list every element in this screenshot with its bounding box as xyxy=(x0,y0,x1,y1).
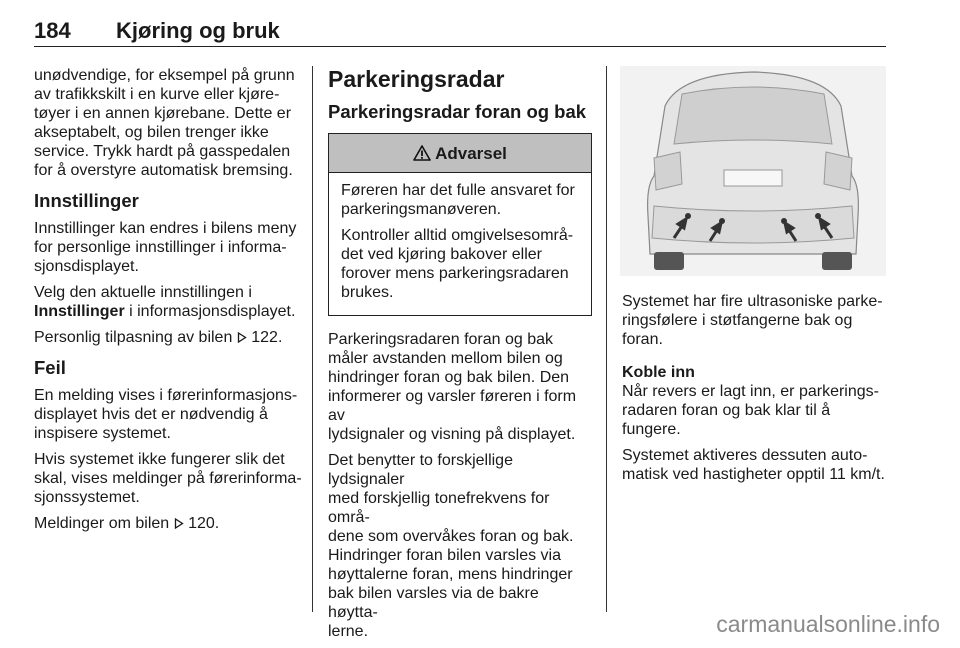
illustration-caption: Systemet har fire ultrasoniske parke- ringsfølere i støtfangerne bak og foran. xyxy=(622,293,883,348)
warning-box xyxy=(328,133,592,316)
settings-menu-term: Innstillinger xyxy=(34,303,125,320)
reference-arrow-icon xyxy=(237,332,247,343)
page-number: 184 xyxy=(34,18,71,43)
fault-paragraph-2: Hvis systemet ikke fungerer slik det skal, vises meldinger på førerinforma- sjonssystemet. xyxy=(34,451,302,506)
car-rear-drawing xyxy=(620,66,886,276)
heading-settings: Innstillinger xyxy=(34,190,139,211)
settings-select-paragraph: Velg den aktuelle innstillingen i Innstillinger i informasjonsdisplayet. xyxy=(34,284,296,320)
car-rear-illustration xyxy=(620,66,886,276)
reference-arrow-icon xyxy=(174,518,184,529)
radar-paragraph-1: Parkeringsradaren foran og bak måler avstanden mellom bilen og hindringer foran og bak bilen. Den informerer og varsler føreren i form av lydsignaler og visning på displayet. xyxy=(328,331,577,443)
heading-fault: Feil xyxy=(34,357,66,378)
column-2 xyxy=(328,66,592,648)
column-divider xyxy=(312,66,313,612)
fault-paragraph-1: En melding vises i førerinformasjons- displayet hvis det er nødvendig å inspisere systemet. xyxy=(34,387,298,442)
activate-paragraph-1: Når revers er lagt inn, er parkerings- radaren foran og bak klar til å fungere. xyxy=(622,383,879,438)
heading-activate: Koble inn xyxy=(622,364,695,381)
chapter-title: Kjøring og bruk xyxy=(116,18,280,43)
page-header xyxy=(34,14,886,47)
heading-parking-radar-front-rear: Parkeringsradar foran og bak xyxy=(328,101,587,122)
messages-ref: Meldinger om bilen 120. xyxy=(34,515,220,532)
watermark: carmanualsonline.info xyxy=(716,611,940,637)
activate-paragraph-2: Systemet aktiveres dessuten auto- matisk ved hastigheter opptil 11 km/t. xyxy=(622,447,885,483)
warning-triangle-icon xyxy=(413,145,431,161)
column-3 xyxy=(622,292,890,491)
column-divider xyxy=(606,66,607,612)
heading-parking-radar: Parkeringsradar xyxy=(328,66,505,92)
column-1 xyxy=(34,66,304,540)
warning-title: Advarsel xyxy=(435,143,507,163)
warning-body: Føreren har det fulle ansvaret for parkeringsmanøveren. Kontroller alltid omgivelsesområ- det ved kjøring bakover eller forover mens parkeringsradaren brukes. xyxy=(341,182,575,301)
intro-paragraph: unødvendige, for eksempel på grunn av trafikkskilt i en kurve eller kjøre- tøyer i en annen kjørebane. Dette er akseptabelt, og bilen trenger ikke service. Trykk hardt på gasspedalen for å overstyre automatisk bremsing. xyxy=(34,67,295,179)
settings-paragraph: Innstillinger kan endres i bilens meny for personlige innstillinger i informa- sjonsdisplayet. xyxy=(34,220,297,275)
radar-paragraph-2: Det benytter to forskjellige lydsignaler med forskjellig tonefrekvens for områ- dene som overvåkes foran og bak. Hindringer foran bilen varsles via høyttalerne foran, mens hindringer bak bilen varsles via de bakre høytta- lerne. xyxy=(328,452,574,640)
personalization-ref: Personlig tilpasning av bilen 122. xyxy=(34,329,283,346)
warning-header xyxy=(329,134,591,173)
